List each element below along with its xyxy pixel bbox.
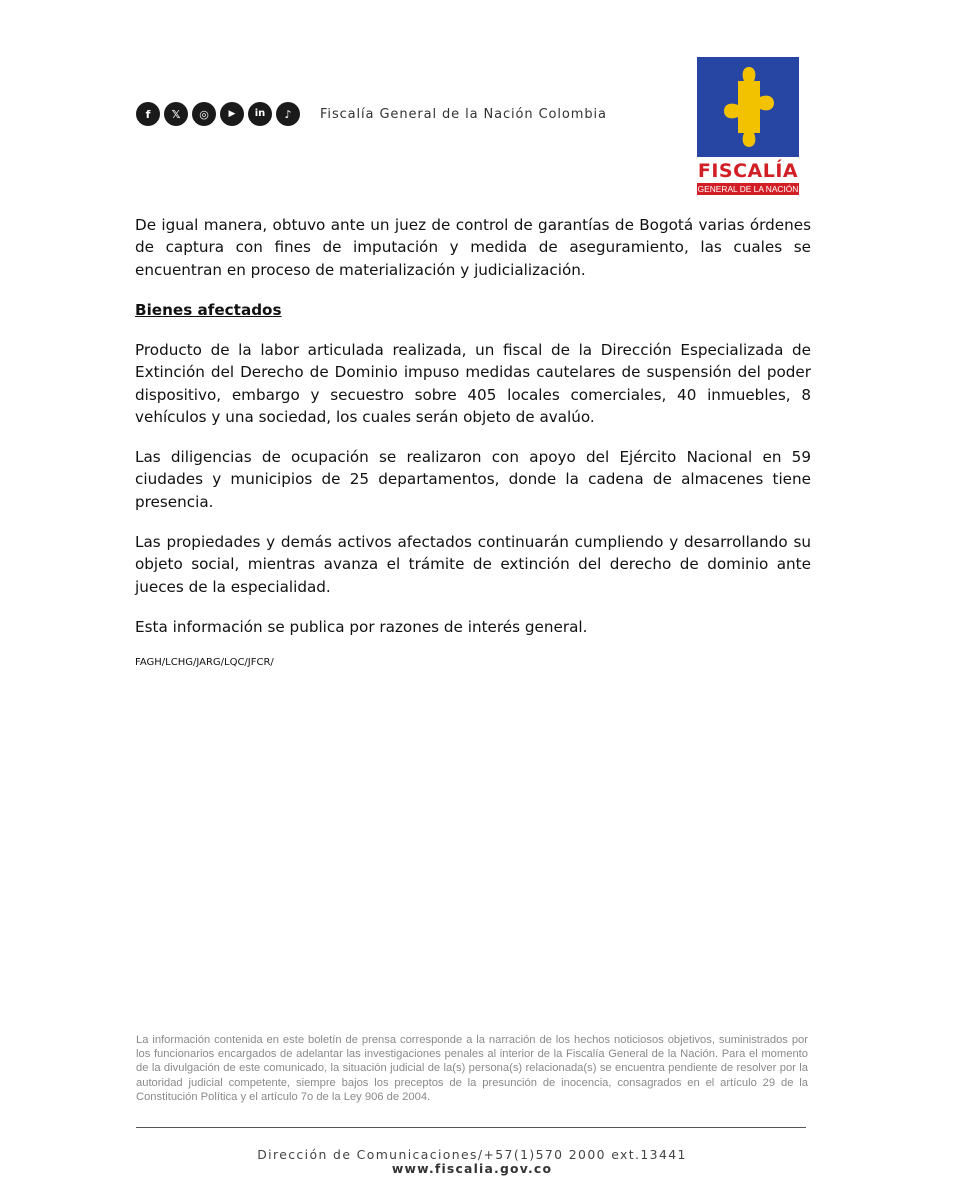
section-heading: Bienes afectados [135,300,282,319]
organization-name: Fiscalía General de la Nación Colombia [320,106,607,122]
footer-divider [136,1127,806,1128]
instagram-icon[interactable]: ◎ [192,102,216,126]
tiktok-icon[interactable]: ♪ [276,102,300,126]
paragraph-public-interest: Esta información se publica por razones de interés general. [135,617,588,636]
website-link[interactable]: www.fiscalia.gov.co [391,1161,553,1176]
youtube-icon[interactable]: ▶ [220,102,244,126]
facebook-icon[interactable]: f [136,102,160,126]
contact-info: Dirección de Comunicaciones/+57(1)570 2000 ext.13441 [257,1147,687,1162]
puzzle-piece-icon [697,57,799,157]
fiscalia-logo [697,57,799,195]
logo-subtitle: GENERAL DE LA NACIÓN [697,184,799,194]
paragraph-assets-continue: Las propiedades y demás activos afectados continuarán cumpliendo y desarrollando su objeto social, mientras avanza el trámite de extinción del derecho de dominio ante jueces de la especialidad. [135,532,811,596]
paragraph-occupation-procedures: Las diligencias de ocupación se realizaron con apoyo del Ejército Nacional en 59 ciudades y municipios de 25 departamentos, donde la cadena de almacenes tiene presencia. [135,448,811,511]
paragraph-precautionary-measures: Producto de la labor articulada realizada, un fiscal de la Dirección Especializada de Extinción del Derecho de Dominio impuso medidas cautelares de suspensión del poder dispositivo, embargo y secuestro sobre 405 locales comerciales, 40 inmuebles, 8 vehículos y una sociedad, los cuales serán objeto de avalúo. [135,340,811,427]
x-icon[interactable]: 𝕏 [164,102,188,126]
author-initials: FAGH/LCHG/JARG/LQC/JFCR/ [135,656,274,668]
legal-disclaimer: La información contenida en este boletín de prensa corresponde a la narración de los hechos noticiosos objetivos, suministrados por los funcionarios encargados de adelantar las investigaciones penales al interior de la Fiscalía General de la Nación. Para el momento de la divulgación de este comunicado, la situación judicial de la(s) persona(s) relacionada(s) se encuentra pendiente de resolver por la autoridad judicial competente, siempre bajos los preceptos de la presunción de inocencia, consagrados en el artículo 29 de la Constitución Política y el artículo 7o de la Ley 906 de 2004. [136,1034,808,1103]
social-links [136,102,607,126]
press-release-body [135,214,811,670]
paragraph-capture-orders: De igual manera, obtuvo ante un juez de control de garantías de Bogotá varias órdenes de captura con fines de imputación y medida de aseguramiento, las cuales se encuentran en proceso de materialización y judicialización. [135,216,811,279]
linkedin-icon[interactable]: in [248,102,272,126]
logo-wordmark: FISCALÍA [697,160,799,182]
